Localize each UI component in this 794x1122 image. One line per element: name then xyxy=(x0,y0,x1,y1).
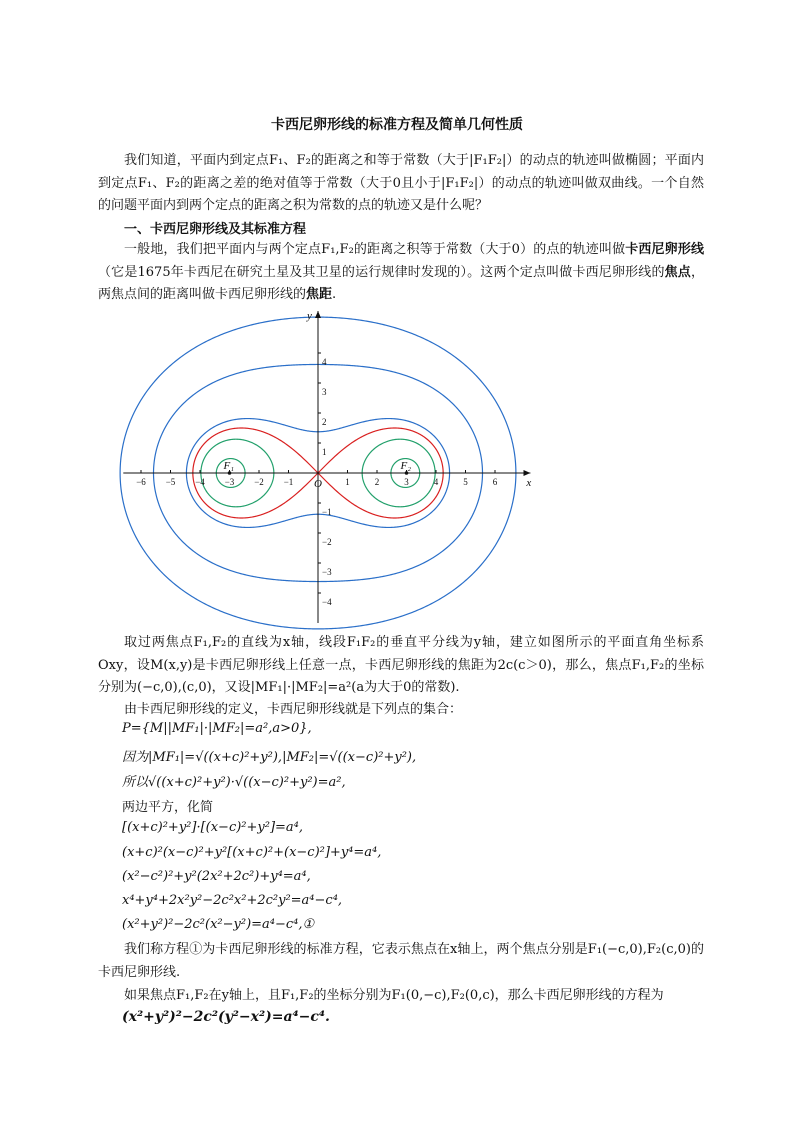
y-axis-label: y xyxy=(307,310,312,322)
x-tick-label: −3 xyxy=(224,477,235,487)
body-paragraph-1: 取过两焦点F₁,F₂的直线为x轴，线段F₁F₂的垂直平分线为y轴，建立如图所示的平面直角坐标系Oxy，设M(x,y)是卡西尼卵形线上任意一点，卡西尼卵形线的焦距为2c(c＞0)，那么，焦点F₁,F₂的坐标分别为(−c,0),(c,0)，又设|MF₁|·|MF₂|=a²(a为大于0的常数). xyxy=(98,635,704,695)
equation-distances: 因为|MF₁|=√((x+c)²+y²),|MF₂|=√((x−c)²+y²), xyxy=(122,750,417,765)
step-square-simplify: 两边平方，化简 xyxy=(122,800,214,815)
cassini-oval-figure xyxy=(110,303,560,633)
x-tick-label: −6 xyxy=(136,477,146,487)
section-heading-1: 一、卡西尼卵形线及其标准方程 xyxy=(124,222,307,237)
x-tick-label: 6 xyxy=(492,477,498,487)
equation-step-4: x⁴+y⁴+2x²y²−2c²x²+2c²y²=a⁴−c⁴, xyxy=(122,893,343,908)
document-title: 卡西尼卵形线的标准方程及简单几何性质 xyxy=(271,117,523,133)
definition-text-1: 一般地，我们把平面内与两个定点F₁,F₂的距离之积等于常数（大于0）的点的轨迹叫做 xyxy=(124,242,626,257)
term-focus: 焦点 xyxy=(664,264,691,280)
focus-label: F₂ xyxy=(400,460,412,472)
x-tick-label: −2 xyxy=(254,477,264,487)
body-paragraph-3: 我们称方程①为卡西尼卵形线的标准方程，它表示焦点在x轴上，两个焦点分别是F₁(−c,0),F₂(c,0)的卡西尼卵形线. xyxy=(98,942,704,980)
x-tick-label: 2 xyxy=(374,477,380,487)
y-tick-label: 2 xyxy=(322,417,327,427)
equation-step-3: (x²−c²)²+y²(2x²+2c²)+y⁴=a⁴, xyxy=(122,869,311,884)
x-tick-label: 3 xyxy=(404,477,409,487)
equation-standard-form: (x²+y²)²−2c²(x²−y²)=a⁴−c⁴,① xyxy=(122,917,315,932)
body-paragraph-2: 由卡西尼卵形线的定义，卡西尼卵形线就是下列点的集合： xyxy=(124,702,463,717)
definition-text-3: ，两焦点间的距离叫做卡西尼卵形线的 xyxy=(98,264,704,302)
equation-y-axis-form: (x²+y²)²−2c²(y²−x²)=a⁴−c⁴. xyxy=(122,1009,330,1025)
y-tick-label: 1 xyxy=(322,447,327,457)
focus-label: F₁ xyxy=(223,460,235,472)
term-focal-distance: 焦距 xyxy=(306,287,333,302)
equation-set-P: P={M||MF₁|·|MF₂|=a²,a>0}, xyxy=(122,721,312,736)
body-paragraph-4: 如果焦点F₁,F₂在y轴上，且F₁,F₂的坐标分别为F₁(0,−c),F₂(0,c)，那么卡西尼卵形线的方程为 xyxy=(124,988,664,1003)
x-axis-label: x xyxy=(526,477,532,489)
definition-paragraph xyxy=(98,239,704,307)
definition-text-2: （它是1675年卡西尼在研究土星及其卫星的运行规律时发现的）。这两个定点叫做卡西尼卵形线的 xyxy=(98,264,665,280)
x-tick-label: 5 xyxy=(463,477,468,487)
definition-text-4: . xyxy=(332,287,337,302)
y-tick-label: −4 xyxy=(322,597,332,607)
equation-product: 所以√((x+c)²+y²)·√((x−c)²+y²)=a², xyxy=(122,775,346,790)
y-tick-label: 3 xyxy=(322,387,327,397)
intro-paragraph: 我们知道，平面内到定点F₁、F₂的距离之和等于常数（大于|F₁F₂|）的动点的轨迹叫做椭圆；平面内到定点F₁、F₂的距离之差的绝对值等于常数（大于0且小于|F₁F₂|）的动点的轨迹叫做双曲线。一个自然的问题平面内到两个定点的距离之积为常数的点的轨迹又是什么呢？ xyxy=(98,153,704,213)
x-tick-label: −4 xyxy=(195,477,205,487)
y-tick-label: −2 xyxy=(322,537,332,547)
y-tick-label: −3 xyxy=(322,567,332,577)
x-tick-label: −5 xyxy=(165,477,176,487)
y-tick-label: 4 xyxy=(322,357,327,367)
term-cassini-oval: 卡西尼卵形线 xyxy=(625,242,704,257)
origin-label: O xyxy=(314,478,322,490)
x-tick-label: −1 xyxy=(283,477,294,487)
y-tick-label: −1 xyxy=(322,507,332,517)
labels-group xyxy=(223,310,532,490)
equation-step-2: (x+c)²(x−c)²+y²[(x+c)²+(x−c)²]+y⁴=a⁴, xyxy=(122,845,382,860)
equation-step-1: [(x+c)²+y²]·[(x−c)²+y²]=a⁴, xyxy=(122,820,304,835)
x-tick-label: 4 xyxy=(433,477,439,487)
x-tick-label: 1 xyxy=(345,477,350,487)
